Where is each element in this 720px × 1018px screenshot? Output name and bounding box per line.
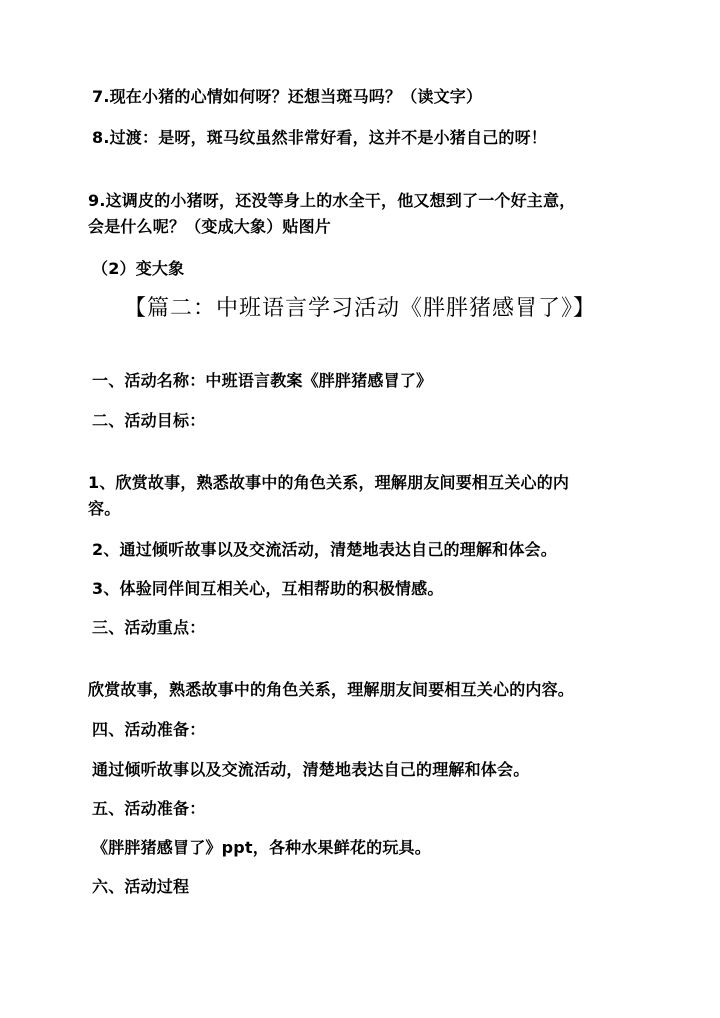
preparation-text-1: 通过倾听故事以及交流活动，清楚地表达自己的理解和体会。 (92, 760, 530, 779)
goal-1-line1: 1、欣赏故事，熟悉故事中的角色关系，理解朋友间要相互关心的内 (88, 473, 570, 492)
activity-name: 一、活动名称：中班语言教案《胖胖猪感冒了》 (92, 371, 433, 390)
activity-goals-label: 二、活动目标： (92, 411, 206, 430)
step-8-text: 8.过渡：是呀，斑马纹虽然非常好看，这并不是小猪自己的呀！ (92, 128, 548, 147)
step-9-text-line1: 9.这调皮的小猪呀，还没等身上的水全干，他又想到了一个好主意， (88, 191, 576, 210)
step-9-text-line2: 会是什么呢？（变成大象）贴图片 (88, 217, 332, 236)
goal-3: 3、体验同伴间互相关心，互相帮助的积极情感。 (92, 579, 444, 598)
preparation-text-2: 《胖胖猪感冒了》ppt，各种水果鲜花的玩具。 (92, 838, 431, 857)
goal-1-line2: 容。 (88, 499, 121, 518)
activity-process-label: 六、活动过程 (92, 877, 190, 896)
goal-2: 2、通过倾听故事以及交流活动，清楚地表达自己的理解和体会。 (92, 540, 557, 559)
activity-focus-text: 欣赏故事，熟悉故事中的角色关系，理解朋友间要相互关心的内容。 (88, 680, 575, 699)
activity-focus-label: 三、活动重点： (92, 618, 206, 637)
section-heading: 【篇二：中班语言学习活动《胖胖猪感冒了》】 (123, 296, 596, 321)
step-7-text: 7.现在小猪的心情如何呀？还想当斑马吗？（读文字） (92, 87, 483, 106)
preparation-label-1: 四、活动准备： (92, 720, 206, 739)
subsection-elephant: （2）变大象 (92, 259, 185, 278)
preparation-label-2: 五、活动准备： (92, 799, 206, 818)
